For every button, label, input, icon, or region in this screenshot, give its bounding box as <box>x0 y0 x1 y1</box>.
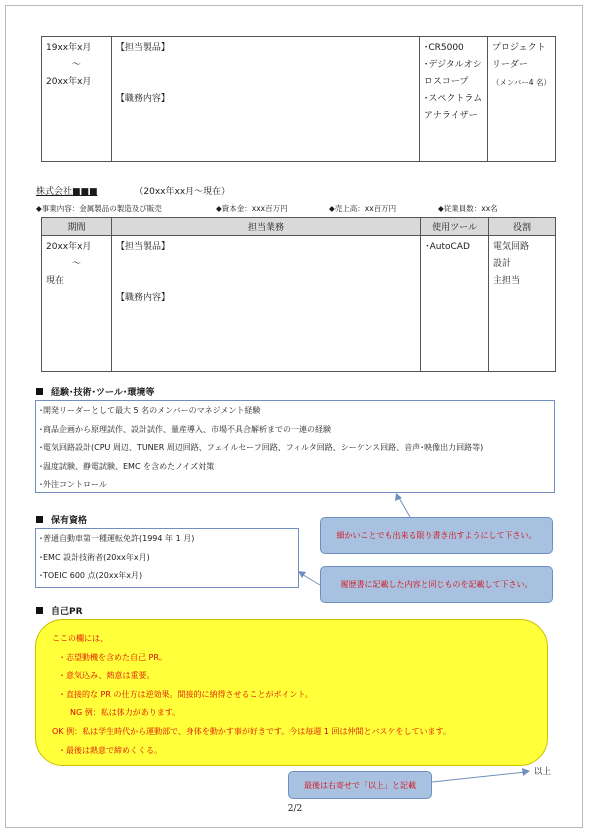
tool-item: ロスコープ <box>423 77 469 87</box>
role-line: リーダー <box>491 60 528 70</box>
qualifications-heading-text: 保有資格 <box>51 516 88 526</box>
pr-line: ・直接的な PR の仕方は逆効果。間接的に納得させることがポイント。 <box>58 689 313 699</box>
closing-text: 以上 <box>534 767 552 777</box>
experience-line: ･開発リーダーとして最大 5 名のメンバーのマネジメント経験 <box>39 406 261 415</box>
company-sales: ◆売上高：xx百万円 <box>329 204 397 213</box>
product-label: 【担当製品】 <box>115 242 170 252</box>
period-start: 20xx年x月 <box>46 242 92 252</box>
qualification-line: ･TOEIC 600 点(20xx年x月) <box>39 571 143 580</box>
role-line: 電気回路 <box>493 242 530 252</box>
pr-line: ・意気込み、熱意は重要。 <box>58 671 155 681</box>
period-tilde: ～ <box>71 60 81 70</box>
duty-label: 【職務内容】 <box>115 94 170 104</box>
product-label: 【担当製品】 <box>115 43 170 53</box>
tool-item: アナライザー <box>423 111 478 121</box>
tool-item: ･デジタルオシ <box>423 60 482 70</box>
experience-heading-text: 経験･技術･ツール･環境等 <box>51 388 155 398</box>
header-tools: 使用ツール <box>421 218 489 236</box>
company-employees: ◆従業員数：xx名 <box>438 204 498 213</box>
experience-line: ･電気回路設計(CPU 周辺、TUNER 周辺回路、フェイルセーフ回路、フィルタ回路、シーケンス回路、音声･映像出力回路等) <box>39 443 484 452</box>
pr-heading-text: 自己PR <box>51 607 83 617</box>
header-period: 期間 <box>42 218 112 236</box>
callout-detail: 細かいことでも出来る限り書き出すようにして下さい。 <box>320 517 553 554</box>
period-start: 19xx年x月 <box>46 43 92 53</box>
page-number: 2/2 <box>287 804 303 814</box>
arrowhead-closing-icon <box>522 768 530 776</box>
arrow-line-closing <box>432 772 526 782</box>
arrowhead-same-icon <box>298 571 306 578</box>
qualification-line: ･EMC 設計技術者(20xx年x月) <box>39 552 150 562</box>
pr-line: NG 例：私は体力があります。 <box>70 708 181 718</box>
callout-closing: 最後は右寄せで「以上」と記載 <box>288 771 432 799</box>
tool-item: ･CR5000 <box>423 43 464 53</box>
callout-same-content: 履歴書に記載した内容と同じものを記載して下さい。 <box>320 566 553 603</box>
company-name: 株式会社■■■ <box>36 187 98 197</box>
pr-line: ・最後は熱意で締めくくる。 <box>58 745 162 755</box>
period-end: 20xx年x月 <box>46 77 92 87</box>
header-duties: 担当業務 <box>111 218 420 236</box>
duty-label: 【職務内容】 <box>115 293 170 303</box>
header-role: 役割 <box>489 218 556 236</box>
pr-line: ・志望動機を含めた自己 PR。 <box>58 652 167 662</box>
experience-line: ･外注コントロール <box>39 480 107 489</box>
tool-item: ･AutoCAD <box>425 242 470 252</box>
role-line: 主担当 <box>493 276 521 286</box>
experience-line: ･商品企画から原理試作、設計試作、量産導入、市場不具合解析までの一連の経験 <box>39 424 331 434</box>
pr-line: ここの欄には、 <box>52 634 108 643</box>
arrow-line-detail <box>398 496 410 517</box>
role-line: 設計 <box>493 259 512 269</box>
experience-line: ･温度試験、静電試験、EMC を含めたノイズ対策 <box>39 461 215 471</box>
tool-item: ･スペクトラム <box>423 94 483 104</box>
role-line: プロジェクト <box>491 43 546 53</box>
company-capital: ◆資本金：xxx百万円 <box>216 204 288 213</box>
arrowhead-detail-icon <box>395 493 402 501</box>
role-note: （メンバー4 名） <box>491 78 551 87</box>
period-end: 現在 <box>46 276 65 286</box>
qualification-line: ･普通自動車第一種運転免許(1994 年 1 月) <box>39 534 195 543</box>
company-period: （20xx年xx月～現在） <box>134 187 231 197</box>
period-tilde: ～ <box>71 259 81 269</box>
company-business: ◆事業内容：金属製品の製造及び販売 <box>36 204 162 213</box>
pr-line: OK 例：私は学生時代から運動部で、身体を動かす事が好きです。今は毎週 1 回は仲間とバスケをしています。 <box>52 726 451 736</box>
